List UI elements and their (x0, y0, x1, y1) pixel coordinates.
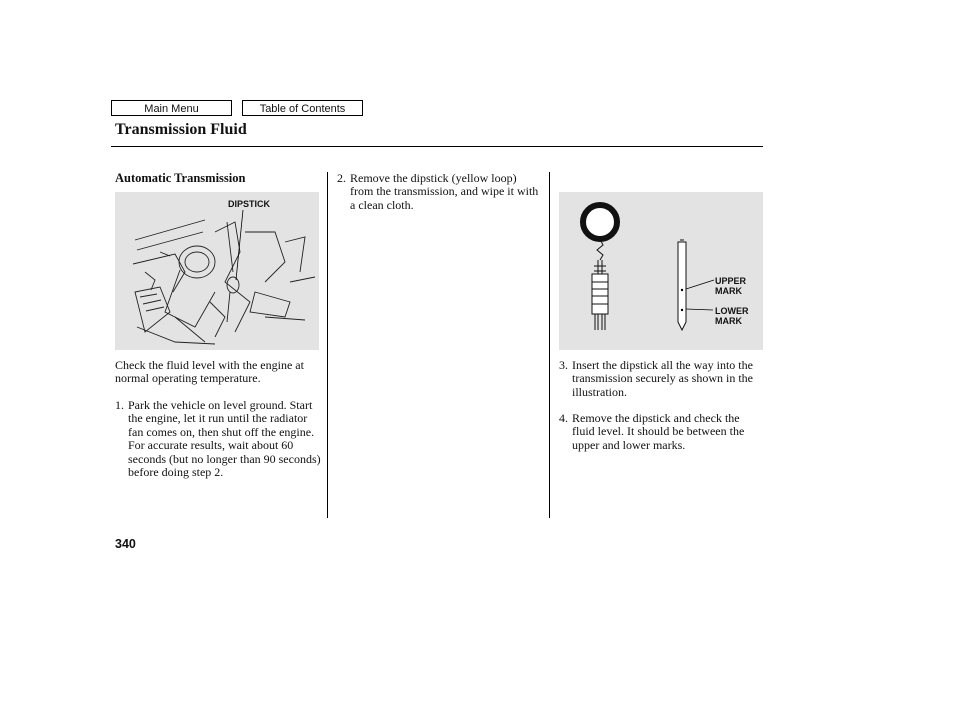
step-2-number: 2. (337, 171, 346, 185)
dipstick-drawing (559, 192, 763, 350)
step-1-text: Park the vehicle on level ground. Start the engine, let it run until the radiator fan comes on, then shut off the engine. For accurate results, wait about 60 seconds (but no longer than 90 seconds) before doing step 2. (128, 398, 321, 480)
step-4-text: Remove the dipstick and check the fluid level. It should be between the upper and lower marks. (572, 411, 745, 452)
step-4 (559, 412, 749, 452)
step-1-number: 1. (115, 398, 124, 412)
dipstick-illustration (559, 192, 763, 350)
step-3-number: 3. (559, 358, 568, 372)
dipstick-label: DIPSTICK (228, 199, 271, 209)
column-divider-2 (549, 172, 550, 518)
step-3 (559, 359, 764, 399)
page-title: Transmission Fluid (115, 121, 247, 138)
main-menu-button[interactable]: Main Menu (111, 100, 232, 116)
step-3-text: Insert the dipstick all the way into the transmission securely as shown in the illustration. (572, 358, 753, 399)
engine-bay-illustration (115, 192, 319, 350)
column-divider-1 (327, 172, 328, 518)
step-1 (115, 399, 325, 479)
engine-bay-drawing (115, 192, 319, 350)
step-2-text: Remove the dipstick (yellow loop) from the transmission, and wipe it with a clean cloth. (350, 171, 539, 212)
upper-mark-label: UPPER MARK (715, 276, 747, 296)
section-heading: Automatic Transmission (115, 171, 246, 185)
intro-text: Check the fluid level with the engine at normal operating temperature. (115, 358, 304, 386)
step-2 (337, 172, 542, 212)
step-4-number: 4. (559, 411, 568, 425)
page-number: 340 (115, 537, 136, 551)
lower-mark-label: LOWER MARK (715, 306, 749, 326)
title-divider (111, 146, 763, 147)
table-of-contents-button[interactable]: Table of Contents (242, 100, 363, 116)
